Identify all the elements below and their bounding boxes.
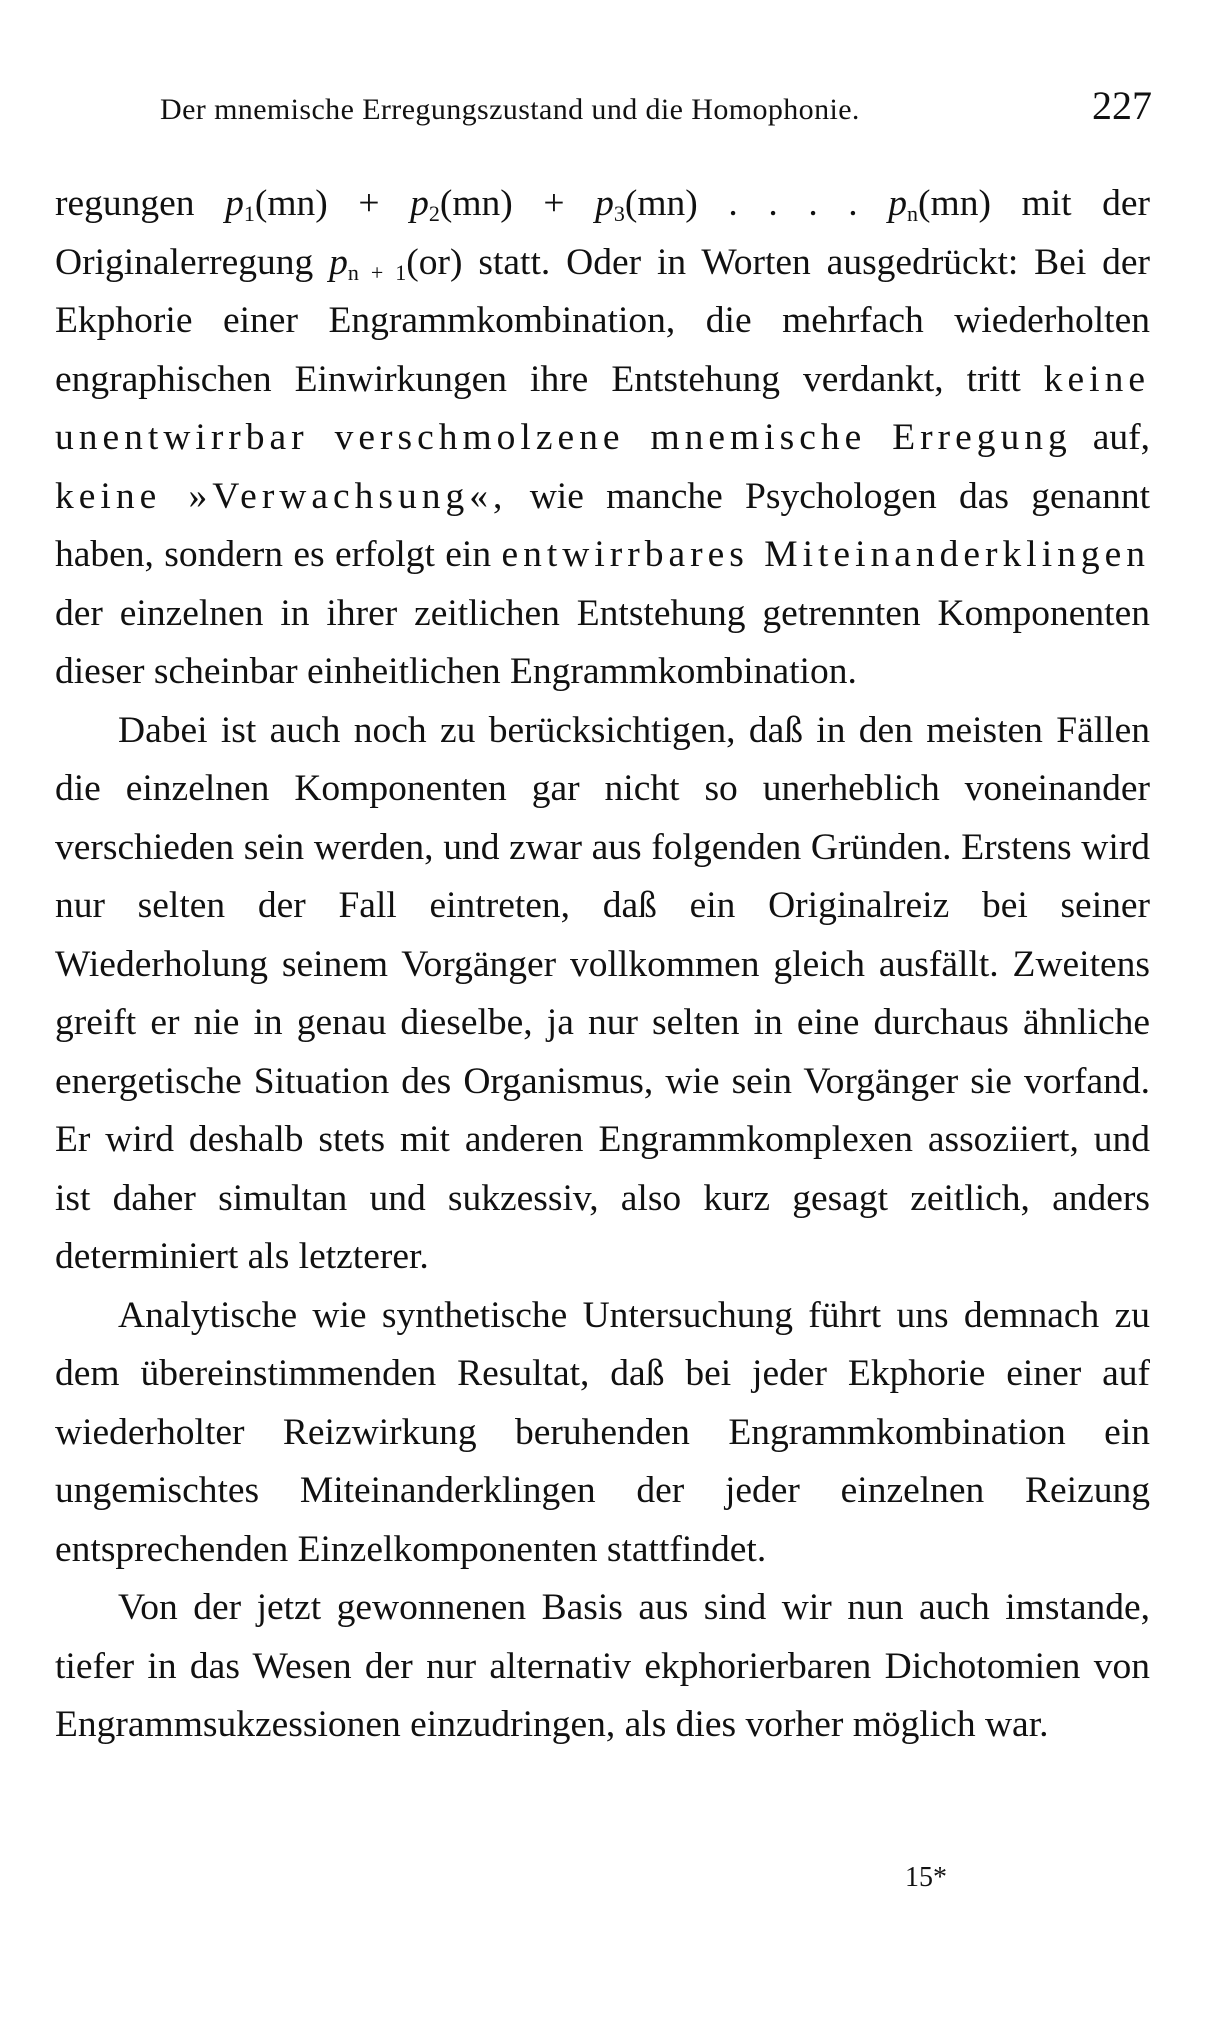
formula-term-p2: p: [410, 183, 429, 224]
paragraph-3: Analytische wie synthetische Untersuchung führt uns demnach zu dem übereinstimmenden Resultat, daß bei jeder Ekphorie einer auf wiederholter Reizwirkung beruhenden Engrammkombination ein ungemischtes Miteinanderklingen der jeder einzelnen Reizung entsprechenden Einzelkomponenten stattfindet.: [55, 1294, 1150, 1570]
formula-term-pn: p: [888, 183, 908, 224]
body-text: [55, 175, 1150, 1755]
formula-sub: n: [907, 201, 919, 226]
text-run: der einzelnen in ihrer zeitlichen Entstehung getrennten Komponenten dieser scheinbar einheitlichen Engrammkombination.: [55, 592, 1150, 692]
formula-arg: (mn) +: [254, 183, 380, 224]
formula-term-p1: p: [225, 183, 244, 224]
paragraph-1: [55, 175, 1150, 702]
running-title: Der mnemische Erregungszustand und die Homophonie.: [160, 93, 860, 126]
paragraph-4: Von der jetzt gewonnenen Basis aus sind wir nun auch imstande, tiefer in das Wesen der nur alternativ ekphorierbaren Dichotomien von Engrammsukzessionen einzudringen, als dies vorher möglich war.: [55, 1587, 1150, 1745]
running-header: [55, 85, 1150, 135]
formula-term-pn1: p: [329, 241, 348, 283]
formula-arg: (mn) . . . .: [624, 183, 858, 224]
book-page: [55, 85, 1150, 1755]
formula-sub: 1: [243, 201, 255, 226]
spaced-emphasis: entwirrbares Miteinanderklingen: [501, 534, 1151, 575]
formula-arg: (mn) mit der Originalerregung: [55, 183, 1151, 283]
text-run: Oder in Worten ausgedrückt: Bei der Ekphorie einer Engrammkombination, die mehrfach wiederholten engraphischen Einwirkungen ihre Entstehung verdankt, tritt: [55, 241, 1151, 400]
spaced-emphasis: keine »Verwachsung«,: [55, 475, 508, 517]
formula-sub: n + 1: [347, 259, 407, 285]
signature-mark: 15*: [905, 1862, 947, 1893]
formula-arg: (mn) +: [439, 183, 565, 224]
text-run: auf,: [1092, 417, 1150, 458]
formula-lead: regungen: [55, 183, 195, 224]
formula-arg: (or) statt.: [406, 241, 551, 283]
paragraph-2: Dabei ist auch noch zu berücksichtigen, daß in den meisten Fällen die einzelnen Komponenten gar nicht so unerheblich voneinander verschieden sein werden, und zwar aus folgenden Gründen. Erstens wird nur selten der Fall eintreten, daß ein Originalreiz bei seiner Wiederholung seinem Vorgänger vollkommen gleich ausfällt. Zweitens greift er nie in genau dieselbe, ja nur selten in eine durchaus ähnliche energetische Situation des Organismus, wie sein Vorgänger sie vorfand. Er wird deshalb stets mit anderen Engrammkomplexen assoziiert, und ist daher simultan und sukzessiv, also kurz gesagt zeitlich, anders determiniert als letzterer.: [55, 709, 1150, 1277]
spaced-emphasis: keine unentwirrbar verschmolzene mnemische Erregung: [55, 358, 1150, 458]
text-run: wie manche Psychologen das genannt haben, sondern es erfolgt ein: [55, 475, 1150, 575]
page-number: 227: [1092, 83, 1152, 128]
formula-term-p3: p: [595, 183, 614, 224]
formula-sub: 3: [613, 201, 625, 226]
formula-sub: 2: [428, 201, 440, 226]
